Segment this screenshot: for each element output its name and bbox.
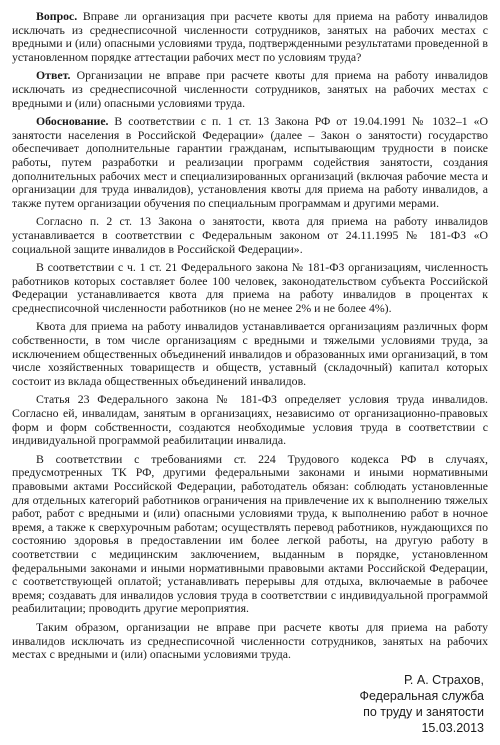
question-label: Вопрос. (36, 9, 78, 23)
answer-label: Ответ. (36, 68, 71, 83)
signature-block (12, 672, 488, 736)
rationale-text: В соответствии с п. 1 ст. 13 Закона РФ от 19.04.1991 № 1032–1 «О занятости населения в Российской Федерации» (далее – Закон о занятости) государство обеспечивает дополнительные гарантии гражданам, испытывающим трудности в поиске работы, путем разработки и реализации программ содействия занятости, создания дополнительных рабочих мест и специализированных организаций (включая рабочие места и организации для труда инвалидов), установления квоты для приема на работу инвалидов, а также путем организации обучения по специальным программам и другими мерами. (12, 114, 488, 210)
answer-paragraph (12, 69, 488, 110)
signature-org-line1: Федеральная служба (359, 688, 484, 703)
signature-org-line2: по труду и занятости (363, 704, 484, 719)
signature-date: 15.03.2013 (421, 720, 484, 735)
rationale-paragraph (12, 115, 488, 210)
rationale-label: Обоснование. (36, 114, 109, 129)
answer-text: Организации не вправе при расчете квоты для приема на работу инвалидов исключать из среднесписочной численности сотрудников, занятых на рабочих местах с вредными и (или) опасными условиями труда. (12, 68, 488, 110)
conclusion-paragraph: Таким образом, организации не вправе при расчете квоты для приема на работу инвалидов исключать из среднесписочной численности сотрудников, занятых на рабочих местах с вредными и (или) опасными условиями труда. (12, 619, 488, 662)
body-paragraph: В соответствии с требованиями ст. 224 Трудового кодекса РФ в случаях, предусмотренных ТК РФ, другими федеральными законами и иными нормативными правовыми актами Российской Федерации, работодатель обязан: соблюдать установленные для отдельных категорий работников ограничения на привлечение их к выполнению тяжелых работ, работ с вредными и (или) опасными условиями труда, к выполнению работ в ночное время, а также к сверхурочным работам; осуществлять перевод работников, нуждающихся по состоянию здоровья в предоставлении им более легкой работы, на другую работу в соответствии с медицинским заключением, выданным в порядке, установленном федеральными законами и иными нормативными правовыми актами Российской Федерации, с соответствующей оплатой; устанавливать перерывы для отдыха, включаемые в рабочее время; создавать для инвалидов условия труда в соответствии с индивидуальной программой реабилитации; проводить другие мероприятия. (12, 451, 488, 616)
body-paragraph: Статья 23 Федерального закона № 181-ФЗ определяет условия труда инвалидов. Согласно ей, инвалидам, занятым в организациях, независимо от организационно-правовых форм и форм собственности, создаются необходимые условия труда в соответствии с индивидуальной программой реабилитации инвалида. (12, 392, 488, 448)
body-paragraph: Квота для приема на работу инвалидов устанавливается организациям различных форм собственности, в том числе организациям с вредными и тяжелыми условиями труда, за исключением общественных объединений инвалидов и образованных ими организаций, в том числе хозяйственных товариществ и обществ, уставный (складочный) капитал которых состоит из вклада общественных объединений инвалидов. (12, 319, 488, 388)
signature-name: Р. А. Страхов, (403, 672, 484, 687)
body-paragraph: В соответствии с ч. 1 ст. 21 Федерального закона № 181-ФЗ организациям, численность работников которых составляет более 100 человек, законодательством субъекта Российской Федерации устанавливается квота для приема на работу инвалидов в процентах к среднесписочной численности работников (но не менее 2% и не более 4%). (12, 260, 488, 315)
body-paragraph: Согласно п. 2 ст. 13 Закона о занятости, квота для приема на работу инвалидов устанавливается в соответствии с Федеральным законом от 24.11.1995 № 181-ФЗ «О социальной защите инвалидов в Российской Федерации». (12, 214, 488, 256)
question-paragraph (12, 10, 488, 64)
question-text: Вправе ли организация при расчете квоты для приема на работу инвалидов исключать из среднесписочной численности сотрудников, занятых на рабочих местах с вредными и (или) опасными условиями труда, подтвержденными результатами проведенной в установленном порядке аттестации рабочих мест по условиям труда? (12, 9, 488, 64)
